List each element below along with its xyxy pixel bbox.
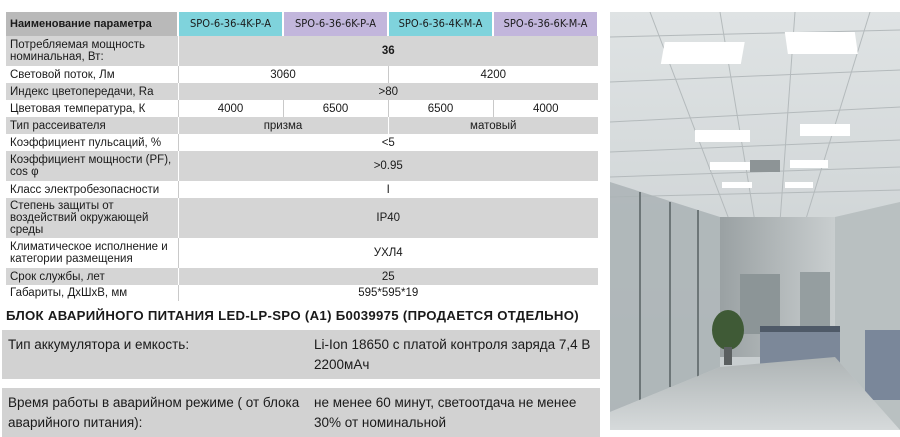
battery-row-value: Li-Ion 18650 с платой контроля заряда 7,4 В 2200мАч — [308, 330, 600, 379]
battery-row-label: Тип аккумулятора и емкость: — [2, 330, 308, 379]
header-model-6k-m: SPO-6-36-6K-M-A — [493, 12, 598, 36]
row-value-prism: призма — [178, 117, 388, 134]
row-value: <5 — [178, 134, 598, 151]
row-value: 25 — [178, 268, 598, 285]
office-photo — [610, 12, 900, 430]
row-cri — [6, 83, 598, 100]
row-value: 595*595*19 — [178, 285, 598, 301]
row-label: Индекс цветопередачи, Ra — [6, 83, 178, 100]
row-value: I — [178, 181, 598, 198]
row-label: Тип рассеивателя — [6, 117, 178, 134]
row-flux — [6, 66, 598, 83]
row-pf — [6, 151, 598, 181]
row-cct — [6, 100, 598, 117]
row-value: >80 — [178, 83, 598, 100]
row-label: Цветовая температура, К — [6, 100, 178, 117]
row-value-1: 4000 — [178, 100, 283, 117]
header-param: Наименование параметра — [6, 12, 178, 36]
row-value-matte: 4200 — [388, 66, 598, 83]
row-label: Потребляемая мощность номинальная, Вт: — [6, 36, 178, 66]
row-value: IP40 — [178, 198, 598, 238]
header-model-6k-p: SPO-6-36-6K-P-A — [283, 12, 388, 36]
row-label: Степень защиты от воздействий окружающей среды — [6, 198, 178, 238]
row-ip — [6, 198, 598, 238]
row-value: 36 — [178, 36, 598, 66]
row-safety — [6, 181, 598, 198]
row-value-matte: матовый — [388, 117, 598, 134]
row-value-3: 6500 — [388, 100, 493, 117]
battery-table — [2, 330, 600, 437]
battery-section-title: БЛОК АВАРИЙНОГО ПИТАНИЯ LED-LP-SPO (A1) Б0039975 (ПРОДАЕТСЯ ОТДЕЛЬНО) — [6, 308, 579, 323]
row-size — [6, 285, 598, 301]
row-value: УХЛ4 — [178, 238, 598, 268]
row-label: Класс электробезопасности — [6, 181, 178, 198]
row-value-2: 6500 — [283, 100, 388, 117]
row-label: Световой поток, Лм — [6, 66, 178, 83]
specs-table — [6, 12, 599, 301]
row-label: Коэффициент пульсаций, % — [6, 134, 178, 151]
row-label: Климатическое исполнение и категории размещения — [6, 238, 178, 268]
battery-row-label: Время работы в аварийном режиме ( от блока аварийного питания): — [2, 388, 308, 437]
battery-row-spacer — [2, 379, 600, 388]
row-diffuser — [6, 117, 598, 134]
battery-row-type — [2, 330, 600, 379]
row-value-4: 4000 — [493, 100, 598, 117]
row-ripple — [6, 134, 598, 151]
battery-row-value: не менее 60 минут, светоотдача не менее 30% от номинальной — [308, 388, 600, 437]
row-label: Габариты, ДхШхВ, мм — [6, 285, 178, 301]
row-label: Срок службы, лет — [6, 268, 178, 285]
row-label: Коэффициент мощности (PF), cos φ — [6, 151, 178, 181]
header-model-4k-p: SPO-6-36-4K-P-A — [178, 12, 283, 36]
row-value: >0.95 — [178, 151, 598, 181]
row-life — [6, 268, 598, 285]
row-value-prism: 3060 — [178, 66, 388, 83]
header-model-4k-m: SPO-6-36-4K-M-A — [388, 12, 493, 36]
row-power — [6, 36, 598, 66]
row-climate — [6, 238, 598, 268]
specs-header-row — [6, 12, 598, 36]
